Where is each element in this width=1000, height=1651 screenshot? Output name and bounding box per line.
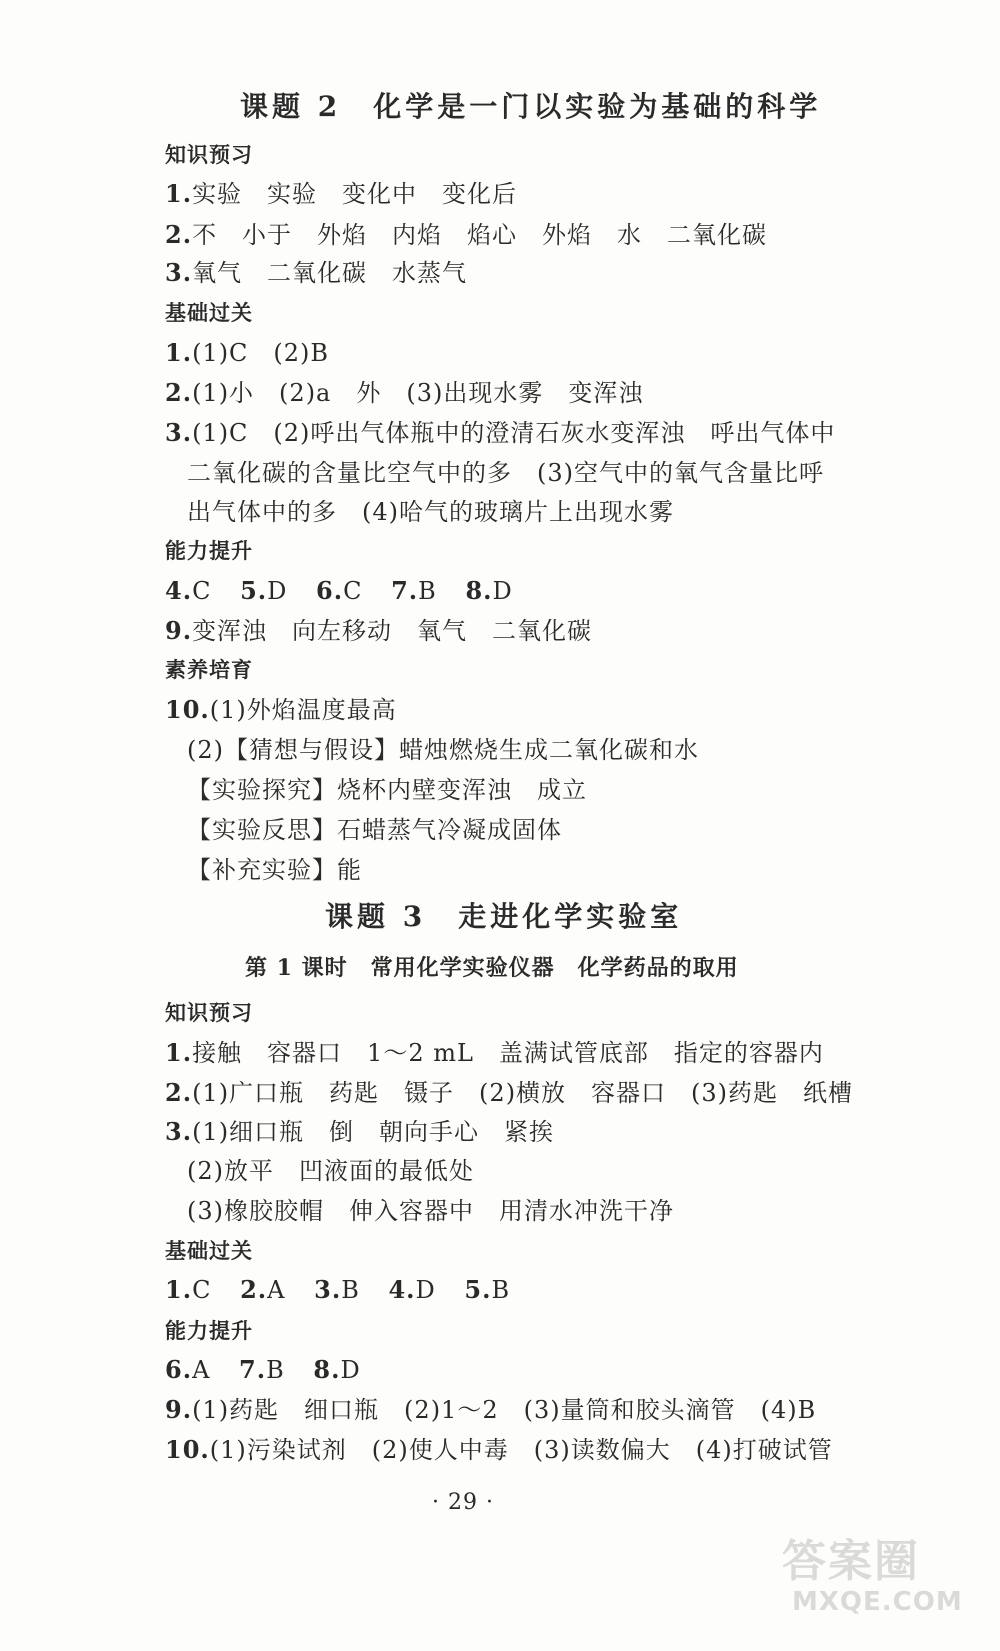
lesson2-preview-heading: 知识预习	[165, 143, 253, 167]
lesson3-preview-item-3: 3.(1)细口瓶 倒 朝向手心 紧挨	[165, 1117, 555, 1146]
lesson3-ability-q10: 10.(1)污染试剂 (2)使人中毒 (3)读数偏大 (4)打破试管	[165, 1435, 833, 1464]
lesson3-ability-mc: 6.A 7.B 8.D	[165, 1355, 361, 1384]
lesson2-ability-q9: 9.变浑浊 向左移动 氧气 二氧化碳	[165, 616, 593, 645]
lesson2-basic-item-1: 1.(1)C (2)B	[165, 338, 330, 367]
lesson2-literacy-heading: 素养培育	[165, 658, 253, 682]
lesson3-subtitle: 第 1 课时 常用化学实验仪器 化学药品的取用	[245, 955, 739, 981]
lesson3-ability-heading: 能力提升	[165, 1319, 253, 1343]
lesson2-basic-item-2: 2.(1)小 (2)a 外 (3)出现水雾 变浑浊	[165, 378, 644, 407]
lesson2-preview-item-1: 1.实验 实验 变化中 变化后	[165, 179, 518, 208]
lesson2-literacy-sub-3: 【实验反思】石蜡蒸气冷凝成固体	[187, 816, 562, 844]
lesson2-basic-item-3-cont-1: 二氧化碳的含量比空气中的多 (3)空气中的氧气含量比呼	[187, 459, 824, 487]
lesson2-basic-item-3: 3.(1)C (2)呼出气体瓶中的澄清石灰水变浑浊 呼出气体中	[165, 418, 836, 447]
lesson2-preview-item-2: 2.不 小于 外焰 内焰 焰心 外焰 水 二氧化碳	[165, 220, 768, 249]
lesson3-preview-item-1: 1.接触 容器口 1～2 mL 盖满试管底部 指定的容器内	[165, 1038, 824, 1067]
lesson3-title: 课题 3 走进化学实验室	[325, 900, 683, 933]
watermark-logo	[782, 1525, 982, 1635]
watermark-url: MXQE.COM	[792, 1587, 963, 1617]
watermark-text: 答案圈	[782, 1536, 920, 1587]
lesson2-literacy-q10: 10.(1)外焰温度最高	[165, 695, 397, 724]
lesson2-basic-item-3-cont-2: 出气体中的多 (4)哈气的玻璃片上出现水雾	[187, 498, 674, 526]
lesson3-preview-item-3-cont-1: (2)放平 凹液面的最低处	[187, 1157, 474, 1185]
lesson3-preview-heading: 知识预习	[165, 1001, 253, 1025]
lesson2-literacy-sub-1: (2)【猜想与假设】蜡烛燃烧生成二氧化碳和水	[187, 736, 699, 764]
lesson2-basic-heading: 基础过关	[165, 301, 253, 325]
lesson3-preview-item-3-cont-2: (3)橡胶胶帽 伸入容器中 用清水冲洗干净	[187, 1197, 674, 1225]
lesson2-literacy-sub-2: 【实验探究】烧杯内壁变浑浊 成立	[187, 776, 587, 804]
lesson2-ability-mc: 4.C 5.D 6.C 7.B 8.D	[165, 576, 513, 605]
lesson3-preview-item-2: 2.(1)广口瓶 药匙 镊子 (2)横放 容器口 (3)药匙 纸槽	[165, 1078, 854, 1107]
lesson3-basic-mc: 1.C 2.A 3.B 4.D 5.B	[165, 1275, 511, 1304]
lesson2-literacy-sub-4: 【补充实验】能	[187, 856, 362, 884]
lesson2-ability-heading: 能力提升	[165, 539, 253, 563]
lesson2-preview-item-3: 3.氧气 二氧化碳 水蒸气	[165, 258, 468, 287]
lesson2-title: 课题 2 化学是一门以实验为基础的科学	[240, 90, 822, 123]
lesson3-ability-q9: 9.(1)药匙 细口瓶 (2)1～2 (3)量筒和胶头滴管 (4)B	[165, 1395, 817, 1424]
lesson3-basic-heading: 基础过关	[165, 1239, 253, 1263]
page-number: · 29 ·	[432, 1490, 494, 1515]
